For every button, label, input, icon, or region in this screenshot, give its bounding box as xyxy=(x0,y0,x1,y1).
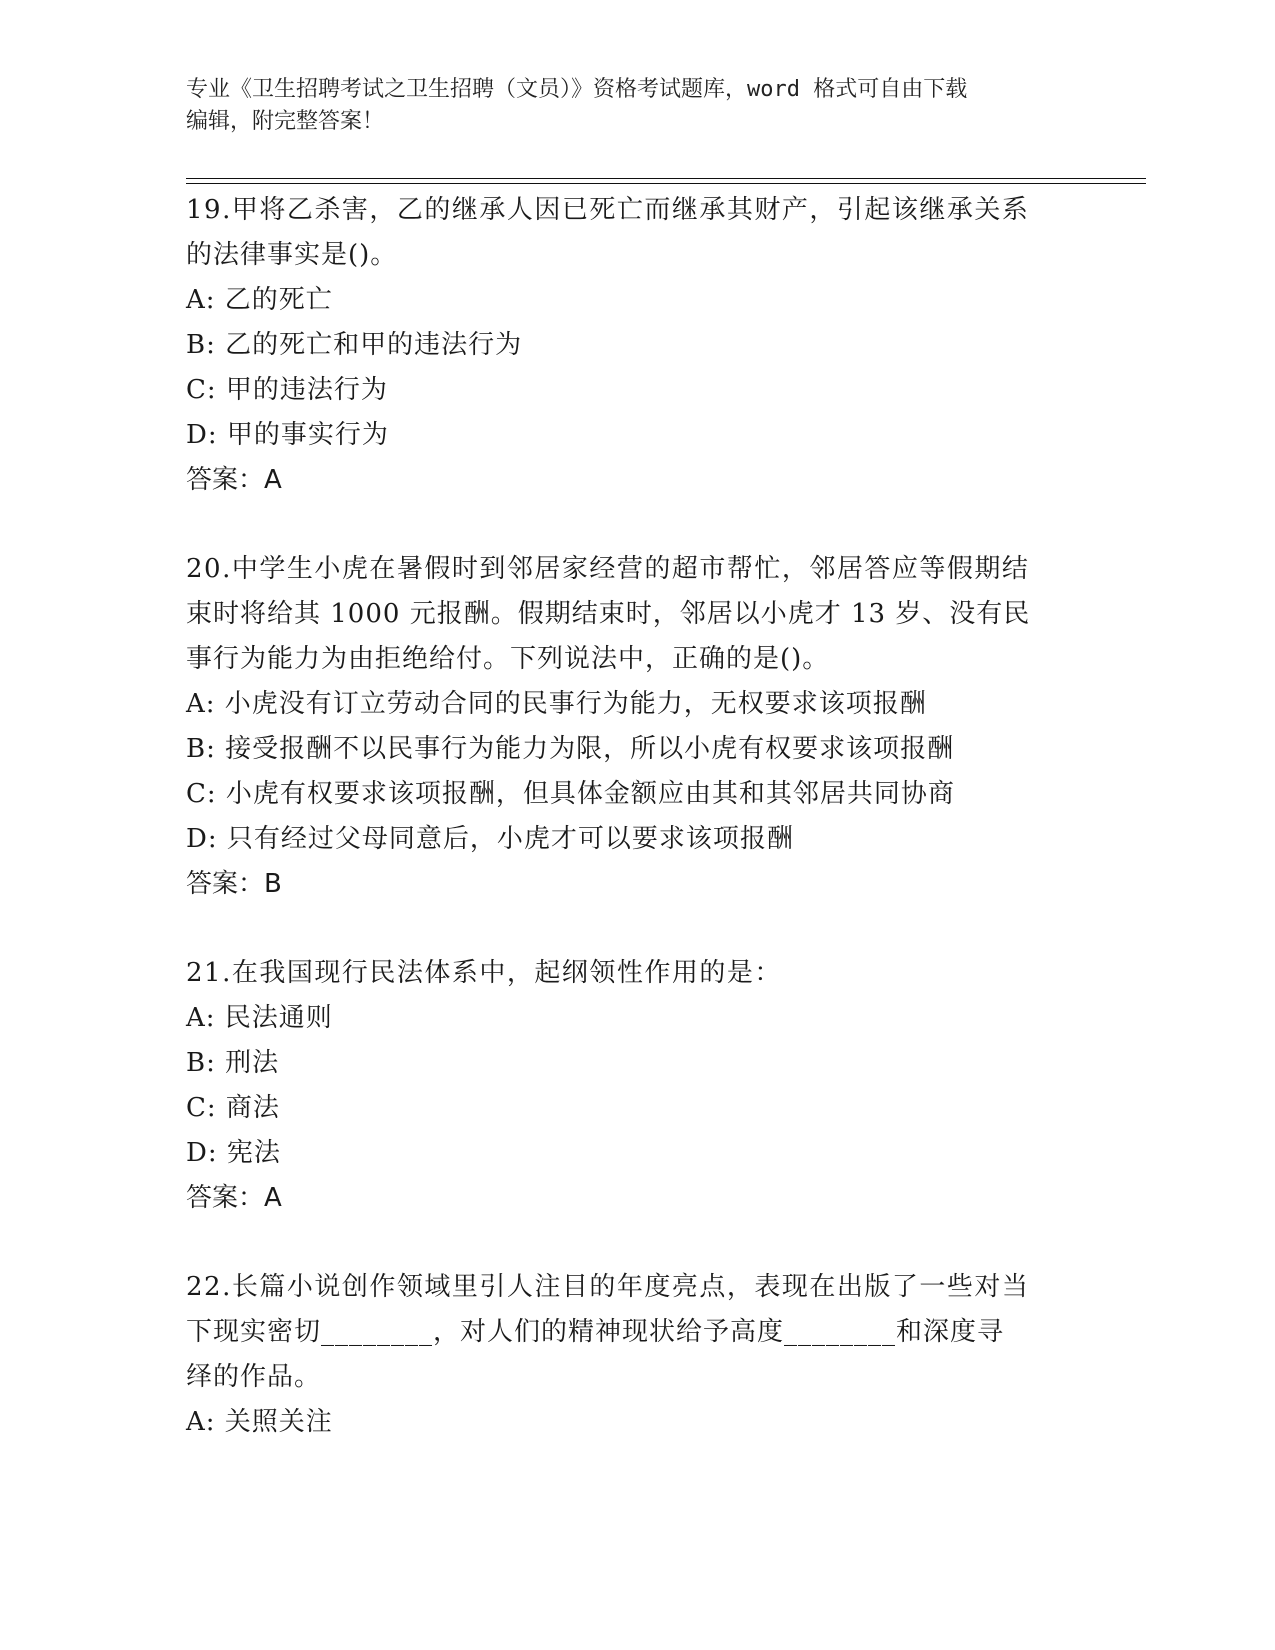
option-d: D: 宪法 xyxy=(186,1138,281,1168)
header-divider-top xyxy=(186,178,1146,179)
answer-line: 答案：A xyxy=(186,1183,282,1213)
header-line-1: 专业《卫生招聘考试之卫生招聘（文员）》资格考试题库，word 格式可自由下载 xyxy=(186,77,968,102)
option-c: C: 甲的违法行为 xyxy=(186,375,388,405)
option-d: D: 只有经过父母同意后，小虎才可以要求该项报酬 xyxy=(186,824,794,854)
option-c: C: 商法 xyxy=(186,1093,280,1123)
option-c: C: 小虎有权要求该项报酬，但具体金额应由其和其邻居共同协商 xyxy=(186,779,955,809)
stem-line: 下现实密切________，对人们的精神现状给予高度________和深度寻 xyxy=(186,1317,1005,1347)
question-21 xyxy=(186,951,1086,1221)
answer-line: 答案：A xyxy=(186,465,282,495)
stem-line: 20.中学生小虎在暑假时到邻居家经营的超市帮忙，邻居答应等假期结 xyxy=(186,554,1030,584)
header-line-2: 编辑，附完整答案！ xyxy=(186,109,385,134)
stem-line: 绎的作品。 xyxy=(186,1362,322,1392)
option-b: B: 刑法 xyxy=(186,1048,280,1078)
option-b: B: 乙的死亡和甲的违法行为 xyxy=(186,330,523,360)
question-22 xyxy=(186,1265,1086,1445)
option-a: A: 民法通则 xyxy=(186,1003,333,1033)
document-header xyxy=(186,74,1086,138)
option-b: B: 接受报酬不以民事行为能力为限，所以小虎有权要求该项报酬 xyxy=(186,734,955,764)
stem-line: 22.长篇小说创作领域里引人注目的年度亮点，表现在出版了一些对当 xyxy=(186,1272,1030,1302)
question-list xyxy=(186,188,1086,1445)
question-19 xyxy=(186,188,1086,503)
question-stem xyxy=(186,547,1086,682)
question-20 xyxy=(186,547,1086,907)
option-a: A: 关照关注 xyxy=(186,1407,333,1437)
stem-line: 的法律事实是()。 xyxy=(186,240,398,270)
stem-line: 束时将给其 1000 元报酬。假期结束时，邻居以小虎才 13 岁、没有民 xyxy=(186,599,1031,629)
option-d: D: 甲的事实行为 xyxy=(186,420,389,450)
stem-line: 19.甲将乙杀害，乙的继承人因已死亡而继承其财产，引起该继承关系 xyxy=(186,195,1030,225)
question-stem xyxy=(186,1265,1086,1400)
stem-line: 21.在我国现行民法体系中，起纲领性作用的是： xyxy=(186,958,782,988)
option-a: A: 小虎没有订立劳动合同的民事行为能力，无权要求该项报酬 xyxy=(186,689,927,719)
question-stem xyxy=(186,188,1086,278)
stem-line: 事行为能力为由拒绝给付。下列说法中，正确的是()。 xyxy=(186,644,830,674)
option-a: A: 乙的死亡 xyxy=(186,285,333,315)
header-divider-bottom xyxy=(186,183,1146,184)
answer-line: 答案：B xyxy=(186,869,282,899)
question-stem xyxy=(186,951,1086,996)
